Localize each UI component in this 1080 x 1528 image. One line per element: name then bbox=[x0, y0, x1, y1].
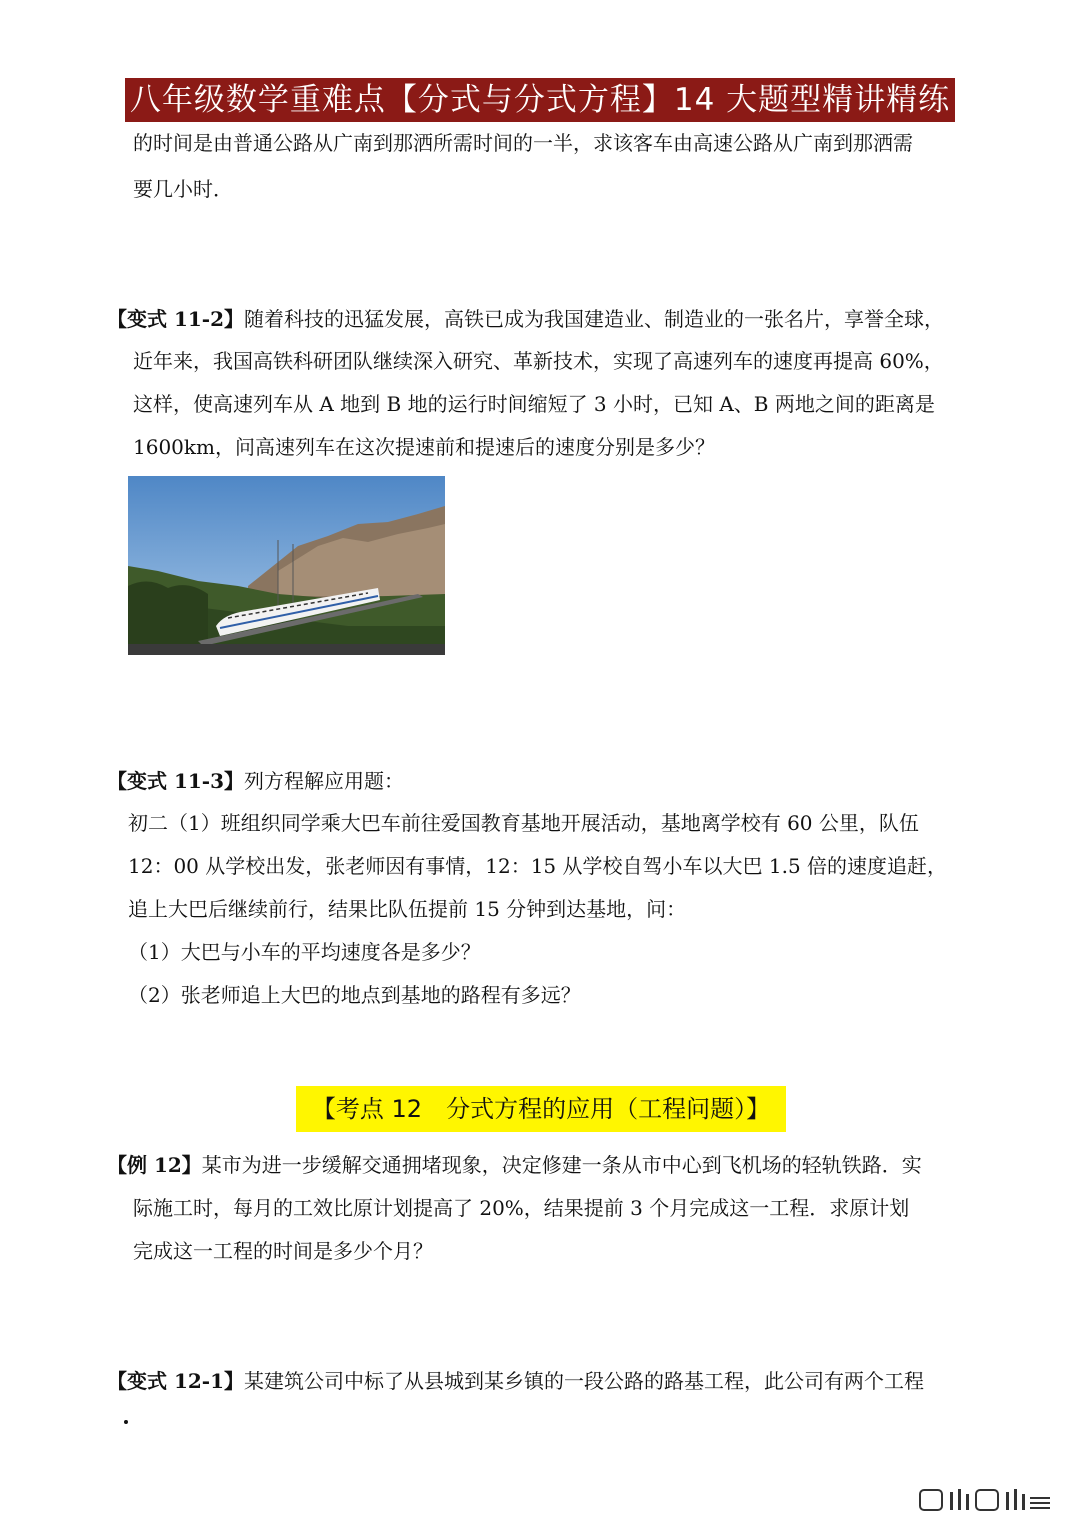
variant-11-2-line-2: 近年来，我国高铁科研团队继续深入研究、革新技术，实现了高速列车的速度再提高 60%， bbox=[133, 349, 944, 373]
variant-11-2-line-4: 1600km，问高速列车在这次提速前和提速后的速度分别是多少？ bbox=[133, 435, 715, 459]
variant-12-1-line-1 bbox=[107, 1368, 924, 1394]
variant-11-3-tag: 【变式 11-3】 bbox=[107, 769, 245, 793]
variant-11-3-question-2: （2）张老师追上大巴的地点到基地的路程有多远？ bbox=[128, 983, 581, 1007]
example-12-line-3: 完成这一工程的时间是多少个月？ bbox=[133, 1239, 433, 1263]
example-12-line-1 bbox=[107, 1152, 922, 1178]
variant-11-2-line-3: 这样，使高速列车从 A 地到 B 地的运行时间缩短了 3 小时，已知 A、B 两地之间的距离是 bbox=[133, 392, 935, 416]
intro-line-1: 的时间是由普通公路从广南到那洒所需时间的一半，求该客车由高速公路从广南到那洒需 bbox=[133, 131, 913, 155]
variant-11-3-intro: 列方程解应用题： bbox=[244, 769, 405, 793]
variant-11-3-question-1: （1）大巴与小车的平均速度各是多少？ bbox=[128, 940, 481, 964]
variant-11-2-line-1 bbox=[107, 306, 944, 332]
example-12-tag: 【例 12】 bbox=[107, 1153, 202, 1177]
page-banner: 八年级数学重难点【分式与分式方程】14 大题型精讲精练 bbox=[125, 78, 955, 122]
example-12-text-1: 某市为进一步缓解交通拥堵现象，决定修建一条从市中心到飞机场的轻轨铁路．实 bbox=[201, 1153, 922, 1177]
variant-11-3-line-3: 追上大巴后继续前行，结果比队伍提前 15 分钟到达基地，问： bbox=[128, 897, 687, 921]
watermark-logo-icon bbox=[918, 1486, 1058, 1516]
variant-12-1-text-1: 某建筑公司中标了从县城到某乡镇的一段公路的路基工程，此公司有两个工程 bbox=[244, 1369, 925, 1393]
variant-11-3-line-1: 初二（1）班组织同学乘大巴车前往爱国教育基地开展活动，基地离学校有 60 公里，队伍 bbox=[128, 811, 919, 835]
high-speed-train-photo bbox=[128, 476, 445, 655]
variant-11-2-text-1: 随着科技的迅猛发展，高铁已成为我国建造业、制造业的一张名片，享誉全球， bbox=[244, 307, 945, 331]
variant-11-3-line-2: 12：00 从学校出发，张老师因有事情，12：15 从学校自驾小车以大巴 1.5 倍的速度追赶， bbox=[128, 854, 948, 878]
kaodian-12-heading: 【考点 12 分式方程的应用（工程问题）】 bbox=[296, 1086, 786, 1132]
variant-11-2-tag: 【变式 11-2】 bbox=[107, 307, 245, 331]
variant-11-3-line-0 bbox=[107, 768, 404, 794]
example-12-line-2: 际施工时，每月的工效比原计划提高了 20%，结果提前 3 个月完成这一工程．求原计划 bbox=[133, 1196, 910, 1220]
intro-line-2: 要几小时． bbox=[133, 177, 233, 201]
stray-dot bbox=[124, 1420, 128, 1424]
variant-12-1-tag: 【变式 12-1】 bbox=[107, 1369, 245, 1393]
